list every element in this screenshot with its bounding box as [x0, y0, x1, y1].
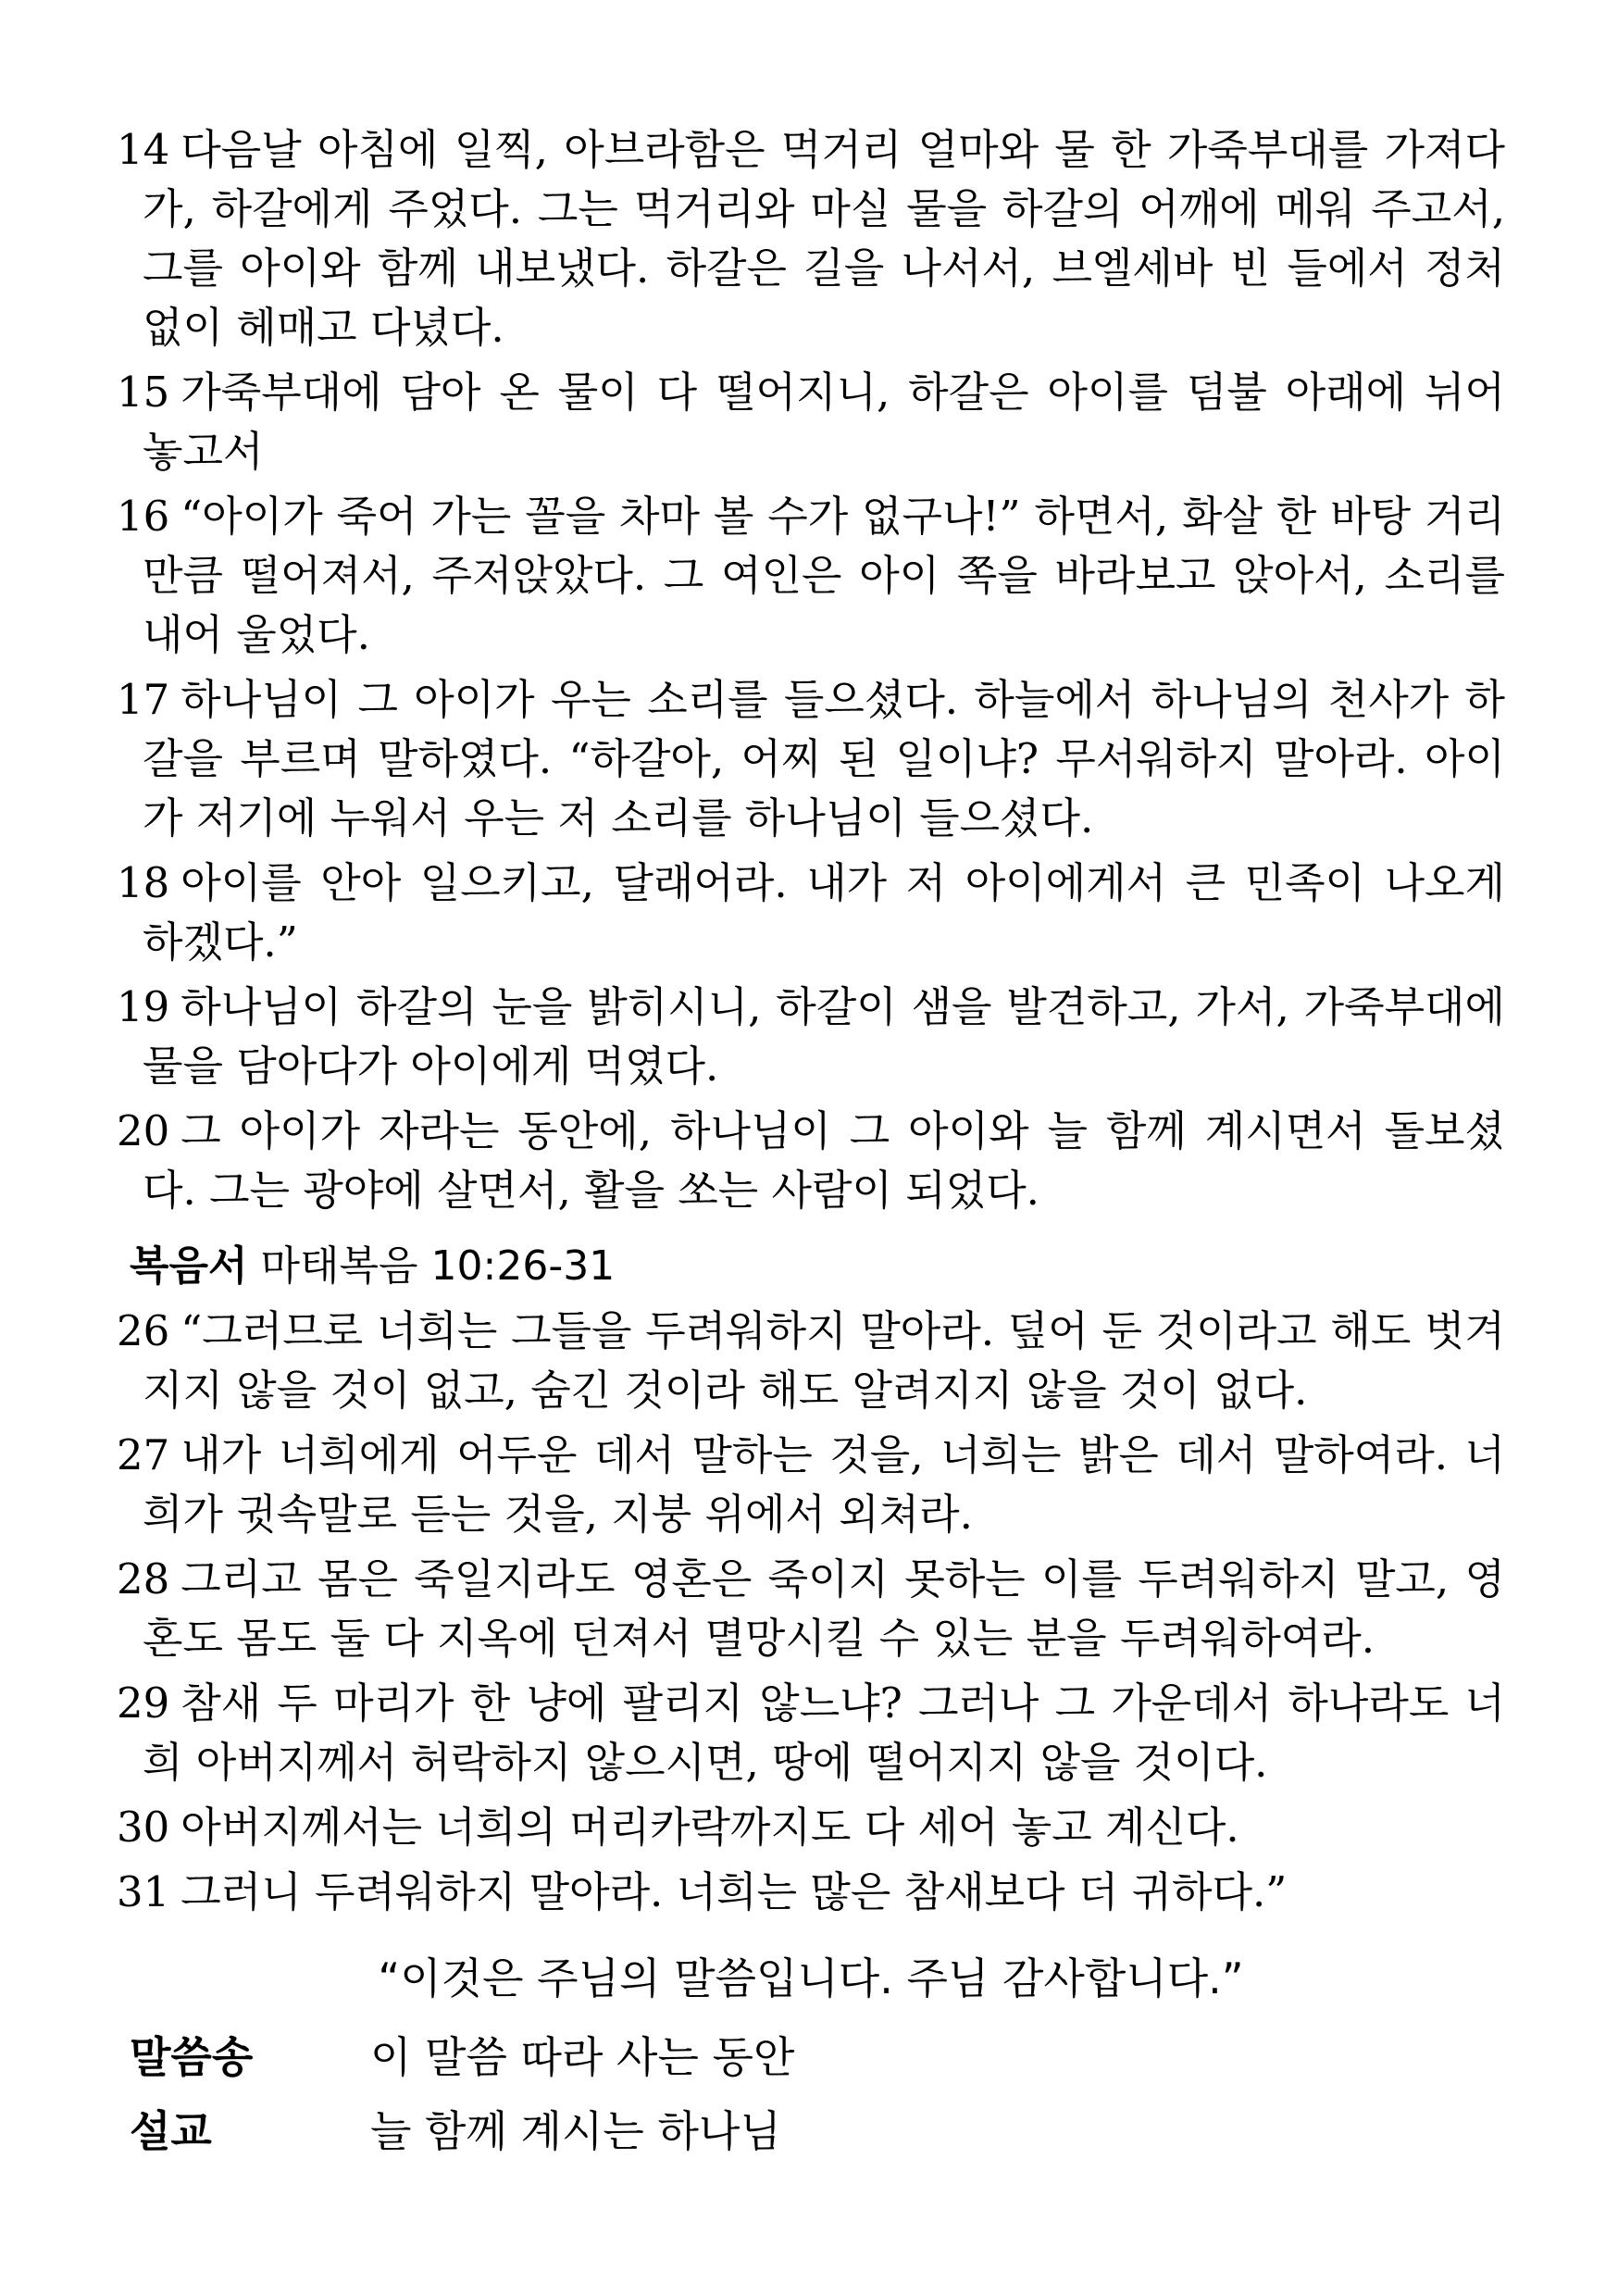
gospel-heading [130, 1237, 1505, 1296]
verse-text: 아이를 안아 일으키고, 달래어라. 내가 저 아이에게서 큰 민족이 나오게 하겠다.” [143, 858, 1505, 967]
verse-text: 그리고 몸은 죽일지라도 영혼은 죽이지 못하는 이를 두려워하지 말고, 영혼도 몸도 둘 다 지옥에 던져서 멸망시킬 수 있는 분을 두려워하여라. [143, 1554, 1505, 1663]
verse-30 [117, 1798, 1505, 1857]
verse-16 [117, 487, 1505, 665]
verse-number: 19 [117, 982, 170, 1031]
gospel-label: 복음서 [130, 1242, 248, 1290]
verse-17 [117, 670, 1505, 848]
gospel-reference: 마태복음 10:26-31 [260, 1242, 616, 1290]
verse-text: 그러니 두려워하지 말아라. 너희는 많은 참새보다 더 귀하다.” [180, 1867, 1288, 1916]
verse-text: 다음날 아침에 일찍, 아브라함은 먹거리 얼마와 물 한 가죽부대를 가져다가, 하갈에게 주었다. 그는 먹거리와 마실 물을 하갈의 어깨에 메워 주고서, 그를 아이와 함께 내보냈다. 하갈은 길을 나서서, 브엘세바 빈 들에서 정처없이 헤매고 다녔다. [143, 125, 1505, 352]
verse-text: “그러므로 너희는 그들을 두려워하지 말아라. 덮어 둔 것이라고 해도 벗겨지지 않을 것이 없고, 숨긴 것이라 해도 알려지지 않을 것이 없다. [143, 1306, 1505, 1415]
verse-text: 참새 두 마리가 한 냥에 팔리지 않느냐? 그러나 그 가운데서 하나라도 너희 아버지께서 허락하지 않으시면, 땅에 떨어지지 않을 것이다. [143, 1678, 1505, 1787]
order-label: 설교 [130, 2106, 212, 2156]
verse-text: 내가 너희에게 어두운 데서 말하는 것을, 너희는 밝은 데서 말하여라. 너희가 귓속말로 듣는 것을, 지붕 위에서 외쳐라. [143, 1430, 1505, 1539]
verse-text: 하나님이 그 아이가 우는 소리를 들으셨다. 하늘에서 하나님의 천사가 하갈을 부르며 말하였다. “하갈아, 어찌 된 일이냐? 무서워하지 말아라. 아이가 저기에 누워서 우는 저 소리를 하나님이 들으셨다. [143, 675, 1505, 842]
verse-number: 31 [117, 1867, 170, 1916]
order-value: 늘 함께 계시는 하나님 [370, 2106, 781, 2156]
verse-29 [117, 1674, 1505, 1792]
verse-text: 그 아이가 자라는 동안에, 하나님이 그 아이와 늘 함께 계시면서 돌보셨다. 그는 광야에 살면서, 활을 쏘는 사람이 되었다. [143, 1106, 1505, 1215]
verse-number: 27 [117, 1430, 170, 1479]
verse-text: 아버지께서는 너희의 머리카락까지도 다 세어 놓고 계신다. [180, 1803, 1239, 1852]
verse-text: 가죽부대에 담아 온 물이 다 떨어지니, 하갈은 아이를 덤불 아래에 뉘어 놓고서 [143, 368, 1505, 476]
closing-response: “이것은 주님의 말씀입니다. 주님 감사합니다.” [378, 1953, 1244, 2003]
verse-31 [117, 1863, 1505, 1922]
order-row-sermon [130, 2094, 1505, 2168]
verse-text: “아이가 죽어 가는 꼴을 차마 볼 수가 없구나!” 하면서, 화살 한 바탕 거리만큼 떨어져서, 주저앉았다. 그 여인은 아이 쪽을 바라보고 앉아서, 소리를 내어 울었다. [143, 492, 1505, 659]
verse-15 [117, 363, 1505, 481]
verse-number: 30 [117, 1803, 170, 1852]
bulletin-page [117, 120, 1505, 2168]
verse-number: 26 [117, 1306, 170, 1355]
verse-number: 28 [117, 1554, 170, 1603]
verse-19 [117, 978, 1505, 1096]
verse-18 [117, 854, 1505, 972]
order-value: 이 말씀 따라 사는 동안 [370, 2032, 795, 2082]
verse-28 [117, 1550, 1505, 1668]
order-row-song [130, 2020, 1505, 2094]
verse-text: 하나님이 하갈의 눈을 밝히시니, 하갈이 샘을 발견하고, 가서, 가죽부대에 물을 담아다가 아이에게 먹였다. [143, 982, 1505, 1091]
verse-27 [117, 1426, 1505, 1544]
order-label: 말씀송 [130, 2032, 254, 2082]
verse-number: 29 [117, 1678, 170, 1728]
scripture-genesis [117, 120, 1505, 1220]
verse-14 [117, 120, 1505, 357]
verse-number: 14 [117, 125, 170, 174]
verse-number: 17 [117, 675, 170, 724]
verse-number: 15 [117, 368, 170, 417]
verse-number: 16 [117, 492, 170, 541]
verse-number: 18 [117, 858, 170, 907]
verse-number: 20 [117, 1106, 170, 1155]
verse-26 [117, 1302, 1505, 1420]
scripture-matthew [117, 1302, 1505, 1922]
verse-20 [117, 1102, 1505, 1220]
